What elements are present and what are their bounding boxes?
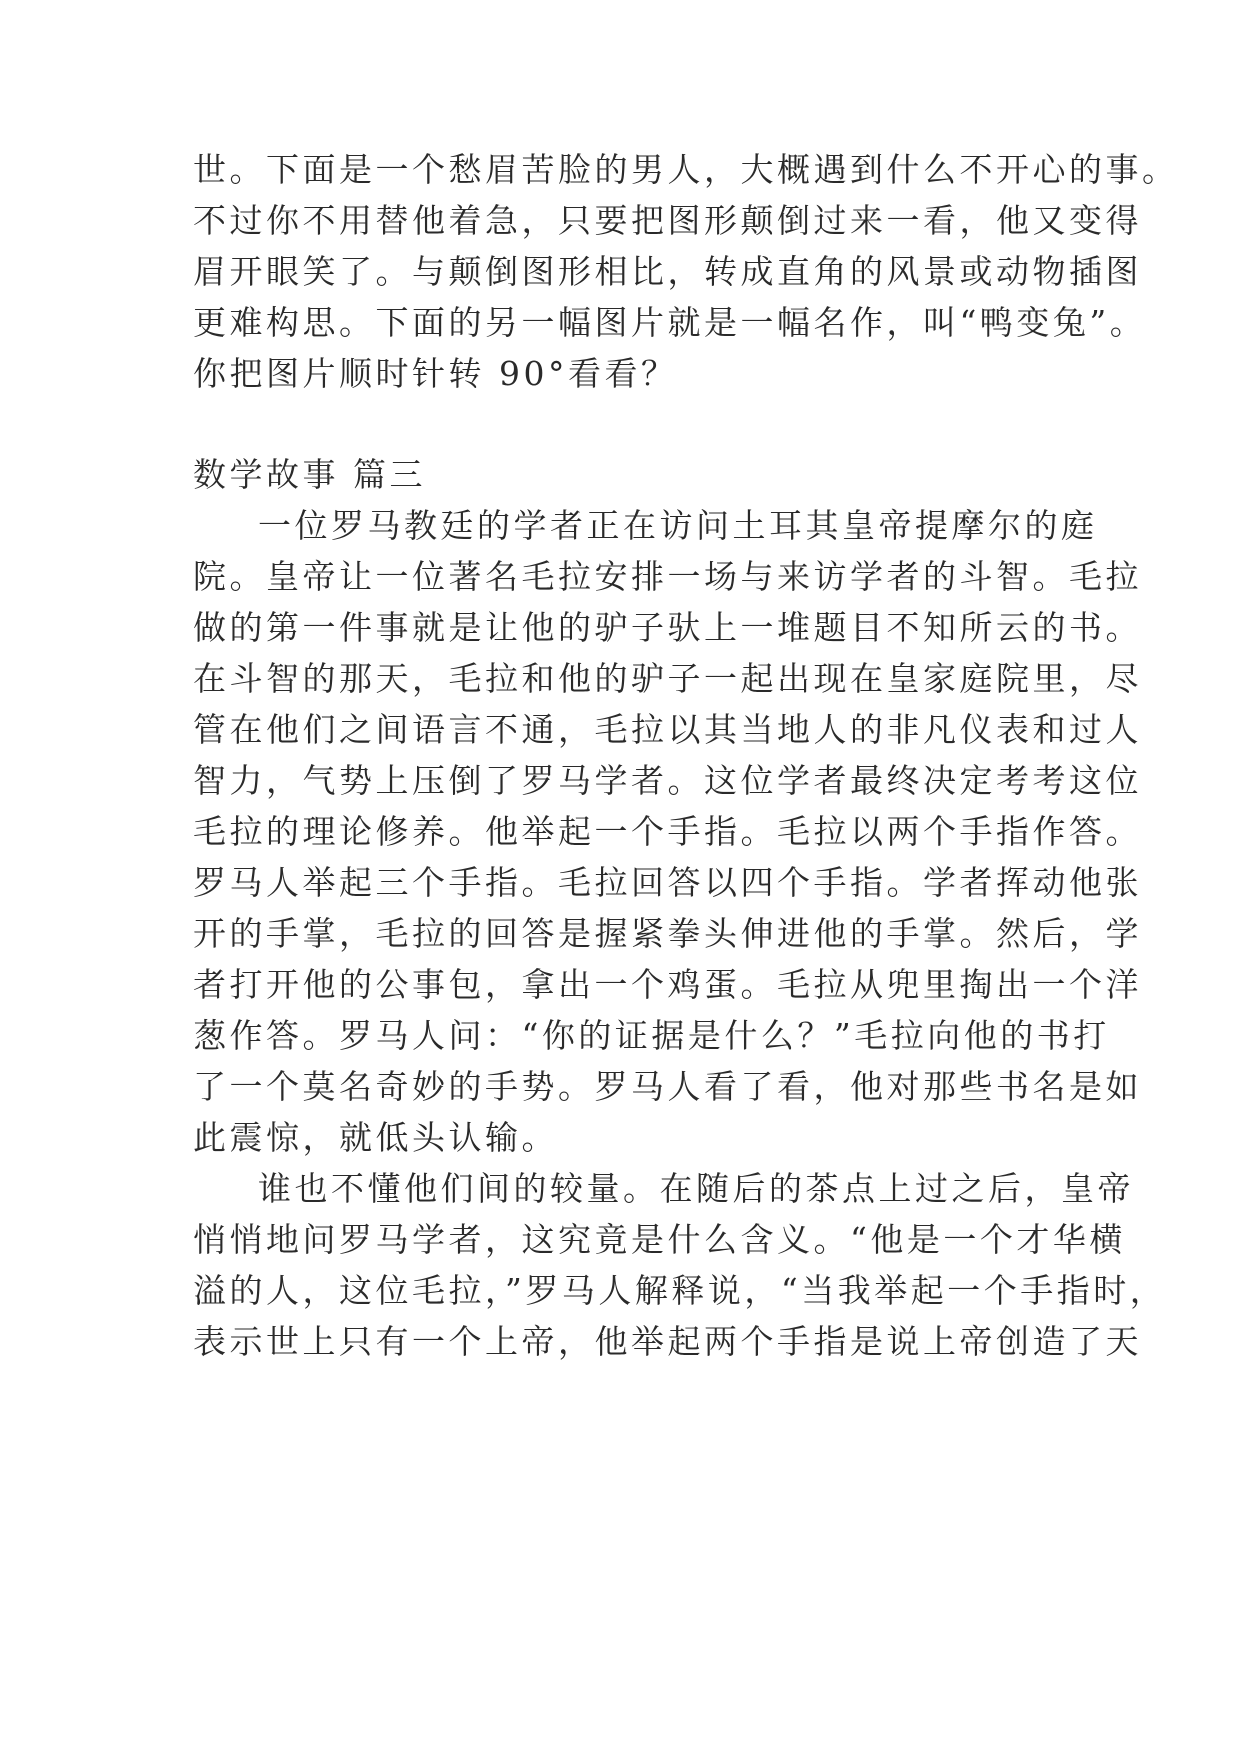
text-line: 葱作答。罗马人问：“你的证据是什么？”毛拉向他的书打 — [193, 1016, 1110, 1055]
text-line: 管在他们之间语言不通，毛拉以其当地人的非凡仪表和过人 — [193, 710, 1142, 749]
text-line: 了一个莫名奇妙的手势。罗马人看了看，他对那些书名是如 — [193, 1067, 1142, 1106]
text-line: 毛拉的理论修养。他举起一个手指。毛拉以两个手指作答。 — [193, 812, 1142, 851]
text-line: 罗马人举起三个手指。毛拉回答以四个手指。学者挥动他张 — [193, 863, 1142, 902]
section-heading: 数学故事 篇三 — [193, 455, 426, 494]
text-line: 院。皇帝让一位著名毛拉安排一场与来访学者的斗智。毛拉 — [193, 557, 1142, 596]
text-line: 世。下面是一个愁眉苦脸的男人，大概遇到什么不开心的事。 — [193, 150, 1179, 189]
text-line: 在斗智的那天，毛拉和他的驴子一起出现在皇家庭院里，尽 — [193, 659, 1142, 698]
text-line: 谁也不懂他们间的较量。在随后的茶点上过之后，皇帝 — [258, 1169, 1134, 1208]
text-line: 此震惊，就低头认输。 — [193, 1118, 558, 1157]
text-line: 一位罗马教廷的学者正在访问土耳其皇帝提摩尔的庭 — [258, 506, 1098, 545]
text-line: 表示世上只有一个上帝，他举起两个手指是说上帝创造了天 — [193, 1322, 1142, 1361]
text-line: 者打开他的公事包，拿出一个鸡蛋。毛拉从兜里掏出一个洋 — [193, 965, 1142, 1004]
text-line: 更难构思。下面的另一幅图片就是一幅名作，叫“鸭变兔”。 — [193, 303, 1147, 342]
text-line: 你把图片顺时针转 90°看看？ — [193, 354, 678, 393]
text-line: 眉开眼笑了。与颠倒图形相比，转成直角的风景或动物插图 — [193, 252, 1142, 291]
text-line: 智力，气势上压倒了罗马学者。这位学者最终决定考考这位 — [193, 761, 1142, 800]
text-line: 做的第一件事就是让他的驴子驮上一堆题目不知所云的书。 — [193, 608, 1142, 647]
text-line: 溢的人，这位毛拉，”罗马人解释说，“当我举起一个手指时， — [193, 1271, 1167, 1310]
text-line: 开的手掌，毛拉的回答是握紧拳头伸进他的手掌。然后，学 — [193, 914, 1142, 953]
text-line: 悄悄地问罗马学者，这究竟是什么含义。“他是一个才华横 — [193, 1220, 1126, 1259]
text-line: 不过你不用替他着急，只要把图形颠倒过来一看，他又变得 — [193, 201, 1142, 240]
